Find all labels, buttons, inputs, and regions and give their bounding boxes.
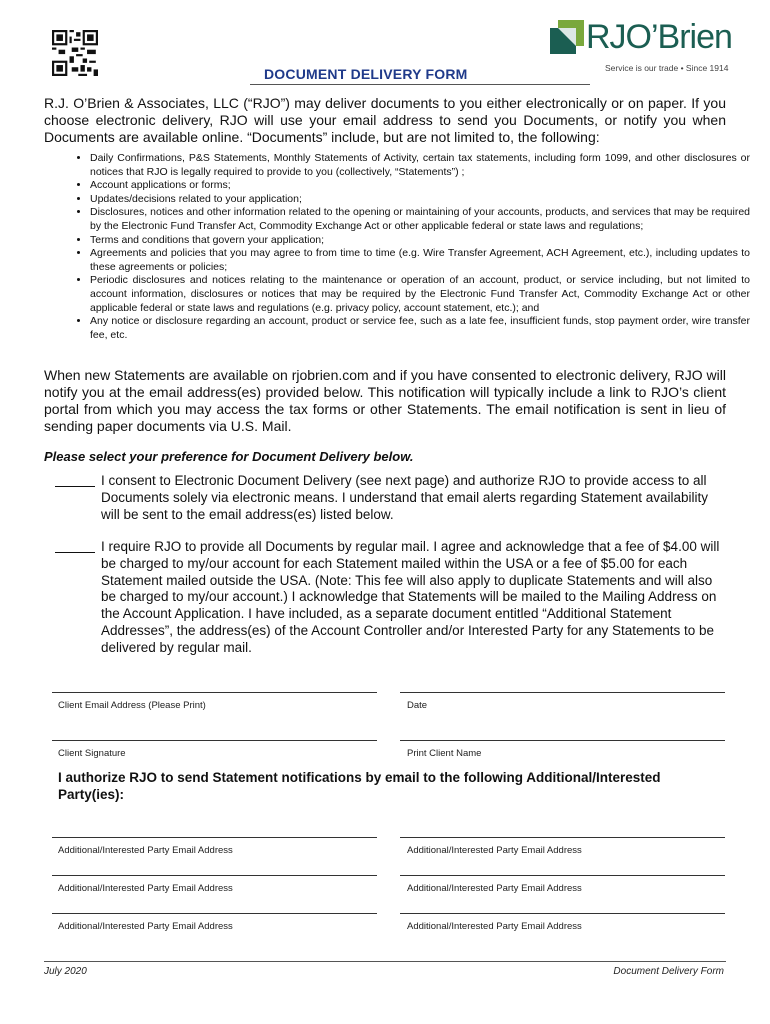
list-item: • Updates/decisions related to your application; — [90, 193, 750, 207]
footer-divider — [44, 961, 726, 962]
list-item: • Any notice or disclosure regarding an account, product or service fee, such as a late fee, insufficient funds, stop payment order, wire transfer fee, etc. — [90, 315, 750, 342]
brand-tagline: Service is our trade • Since 1914 — [605, 63, 729, 73]
client-signature-field[interactable] — [52, 740, 377, 741]
document-types-list — [66, 152, 750, 342]
footer-date: July 2020 — [44, 966, 87, 977]
authorize-heading: I authorize RJO to send Statement notifications by email to the following Additional/Interested Party(ies): — [58, 770, 661, 802]
preference-heading: Please select your preference for Document Delivery below. — [44, 449, 414, 464]
party-email-label: Additional/Interested Party Email Address — [407, 845, 582, 856]
mail-delivery-option — [55, 539, 725, 657]
print-client-name-label: Print Client Name — [407, 748, 482, 759]
list-item: • Disclosures, notices and other information related to the opening or maintaining of your accounts, products, and services that may be required by the Electronic Fund Transfer Act, Commodity Exchange Act or other applicable federal or state laws and regulations; — [90, 206, 750, 233]
party-email-label: Additional/Interested Party Email Address — [58, 883, 233, 894]
print-client-name-field[interactable] — [400, 740, 725, 741]
brand-name: RJO’Brien — [586, 18, 732, 56]
party-email-label: Additional/Interested Party Email Address — [58, 921, 233, 932]
date-label: Date — [407, 700, 428, 711]
date-field[interactable] — [400, 692, 725, 693]
list-item: • Terms and conditions that govern your application; — [90, 234, 750, 248]
party-email-label: Additional/Interested Party Email Address — [407, 883, 582, 894]
list-item: • Agreements and policies that you may agree to from time to time (e.g. Wire Transfer Agreement, ACH Agreement, etc.), including updates to these agreements or policies; — [90, 247, 750, 274]
client-signature-label: Client Signature — [58, 748, 126, 759]
party-email-field[interactable] — [52, 913, 377, 914]
form-title: DOCUMENT DELIVERY FORM — [264, 66, 468, 82]
footer-doc-name: Document Delivery Form — [613, 966, 724, 977]
client-email-label: Client Email Address (Please Print) — [58, 700, 206, 711]
list-item: • Daily Confirmations, P&S Statements, Monthly Statements of Activity, certain tax statements, including form 1099, and other disclosures or notices that RJO is legally required to provide to you (collectively, “Statements”) ; — [90, 152, 750, 179]
party-email-field[interactable] — [400, 913, 725, 914]
party-email-field[interactable] — [52, 875, 377, 876]
list-item: • Periodic disclosures and notices relating to the maintenance or operation of an account, product, or service including, but not limited to account information, disclosures or notices that may be required by the Electronic Fund Transfer Act, Commodity Exchange Act or other applicable federal or state laws and regulations (e.g. privacy policy, account statement, etc.); and — [90, 274, 750, 315]
party-email-label: Additional/Interested Party Email Address — [58, 845, 233, 856]
company-logo — [550, 18, 730, 78]
party-email-field[interactable] — [400, 837, 725, 838]
qr-code-icon — [52, 30, 98, 76]
party-email-field[interactable] — [52, 837, 377, 838]
list-item: • Account applications or forms; — [90, 179, 750, 193]
party-email-field[interactable] — [400, 875, 725, 876]
notification-paragraph: When new Statements are available on rjobrien.com and if you have consented to electronic delivery, RJO will notify you at the email address(es) provided below. This notification will typically include a link to RJO’s client portal from which you may access the tax forms or other Statements. The email notification is sent in lieu of sending paper documents via U.S. Mail. — [44, 367, 726, 434]
mail-delivery-text: I require RJO to provide all Documents by regular mail. I agree and acknowledge that a fee of $4.00 will be charged to my/our account for each Statement mailed within the USA or a fee of $5.00 for each Statement mailed outside the USA. (Note: This fee will also apply to duplicate Statements and will also be charged to my/our account.) I acknowledge that Statements will be mailed to the Mailing Address on the Account Application. I have included, as a separate document entitled “Additional Statement Addresses”, the address(es) of the Account Controller and/or Interested Party for any Statements to be delivered by regular mail. — [101, 539, 720, 655]
title-divider — [250, 84, 590, 85]
client-email-field[interactable] — [52, 692, 377, 693]
electronic-delivery-text: I consent to Electronic Document Delivery (see next page) and authorize RJO to provide access to all Documents solely via electronic means. I understand that email alerts regarding Statement availability will be sent to the email address(es) listed below. — [101, 473, 709, 522]
intro-paragraph: R.J. O’Brien & Associates, LLC (“RJO”) may deliver documents to you either electronically or on paper. If you choose electronic delivery, RJO will use your email address to send you Documents, or notify you when Documents are available online. “Documents” include, but are not limited to, the following: — [44, 95, 726, 145]
party-email-label: Additional/Interested Party Email Address — [407, 921, 582, 932]
electronic-delivery-option — [55, 473, 725, 523]
logo-mark-icon — [550, 20, 584, 56]
